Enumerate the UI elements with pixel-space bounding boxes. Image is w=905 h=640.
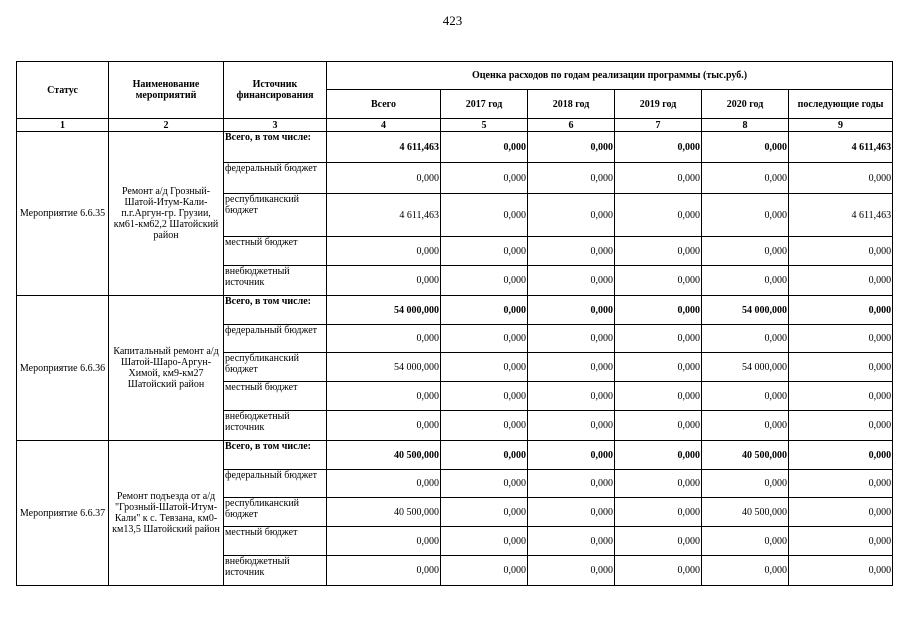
column-number: 2 [109, 119, 224, 132]
amount-cell: 0,000 [702, 556, 789, 586]
amount-cell: 0,000 [789, 296, 893, 325]
funding-source: внебюджетный источник [224, 556, 327, 586]
header-name: Наименование мероприятий [109, 62, 224, 119]
amount-cell: 0,000 [528, 296, 615, 325]
table-body [17, 132, 893, 586]
amount-cell: 0,000 [702, 194, 789, 237]
measure-name: Ремонт подъезда от а/д "Грозный-Шатой-Итум-Кали" к с. Тевзана, км0-км13,5 Шатойский район [109, 441, 224, 586]
column-number: 5 [441, 119, 528, 132]
amount-cell: 0,000 [327, 382, 441, 411]
amount-cell: 0,000 [528, 237, 615, 266]
table-row-total [17, 441, 893, 470]
amount-cell: 0,000 [615, 382, 702, 411]
amount-cell: 0,000 [528, 382, 615, 411]
amount-cell: 4 611,463 [327, 132, 441, 163]
amount-cell: 0,000 [615, 132, 702, 163]
amount-cell: 0,000 [441, 353, 528, 382]
amount-cell: 0,000 [327, 237, 441, 266]
amount-cell: 4 611,463 [789, 194, 893, 237]
amount-cell: 0,000 [528, 325, 615, 353]
amount-cell: 0,000 [327, 527, 441, 556]
amount-cell: 0,000 [528, 441, 615, 470]
amount-cell: 0,000 [702, 237, 789, 266]
funding-source: республиканский бюджет [224, 498, 327, 527]
amount-cell: 0,000 [615, 498, 702, 527]
amount-cell: 0,000 [702, 163, 789, 194]
amount-cell: 40 500,000 [702, 498, 789, 527]
amount-cell: 54 000,000 [327, 353, 441, 382]
funding-source: внебюджетный источник [224, 266, 327, 296]
funding-source: республиканский бюджет [224, 353, 327, 382]
amount-cell: 0,000 [789, 353, 893, 382]
amount-cell: 0,000 [789, 556, 893, 586]
header-2017: 2017 год [441, 90, 528, 119]
amount-cell: 0,000 [615, 353, 702, 382]
amount-cell: 0,000 [441, 296, 528, 325]
amount-cell: 0,000 [615, 296, 702, 325]
amount-cell: 54 000,000 [327, 296, 441, 325]
amount-cell: 0,000 [528, 470, 615, 498]
amount-cell: 0,000 [615, 556, 702, 586]
table-row-total [17, 132, 893, 163]
amount-cell: 0,000 [615, 325, 702, 353]
amount-cell: 0,000 [528, 411, 615, 441]
amount-cell: 0,000 [702, 325, 789, 353]
amount-cell: 0,000 [789, 163, 893, 194]
amount-cell: 40 500,000 [327, 441, 441, 470]
page-number: 423 [442, 13, 463, 28]
amount-cell: 0,000 [528, 266, 615, 296]
amount-cell: 0,000 [702, 132, 789, 163]
header-estimate: Оценка расходов по годам реализации программы (тыс.руб.) [327, 62, 893, 90]
amount-cell: 0,000 [789, 382, 893, 411]
amount-cell: 0,000 [528, 194, 615, 237]
column-numbers-row [17, 119, 893, 132]
amount-cell: 0,000 [789, 266, 893, 296]
amount-cell: 0,000 [789, 527, 893, 556]
amount-cell: 0,000 [789, 411, 893, 441]
amount-cell: 0,000 [615, 266, 702, 296]
measure-status: Мероприятие 6.6.37 [17, 441, 109, 586]
amount-cell: 54 000,000 [702, 353, 789, 382]
amount-cell: 0,000 [327, 556, 441, 586]
amount-cell: 0,000 [441, 194, 528, 237]
funding-source: федеральный бюджет [224, 325, 327, 353]
amount-cell: 0,000 [441, 266, 528, 296]
amount-cell: 0,000 [702, 527, 789, 556]
funding-source: местный бюджет [224, 382, 327, 411]
funding-source: Всего, в том числе: [224, 296, 327, 325]
funding-source: Всего, в том числе: [224, 441, 327, 470]
amount-cell: 0,000 [441, 527, 528, 556]
amount-cell: 0,000 [441, 441, 528, 470]
column-number: 4 [327, 119, 441, 132]
amount-cell: 0,000 [615, 194, 702, 237]
table-row-total [17, 296, 893, 325]
amount-cell: 0,000 [528, 163, 615, 194]
amount-cell: 0,000 [615, 527, 702, 556]
header-2019: 2019 год [615, 90, 702, 119]
measure-status: Мероприятие 6.6.35 [17, 132, 109, 296]
amount-cell: 0,000 [528, 353, 615, 382]
amount-cell: 0,000 [702, 411, 789, 441]
amount-cell: 0,000 [702, 470, 789, 498]
amount-cell: 0,000 [528, 498, 615, 527]
amount-cell: 4 611,463 [327, 194, 441, 237]
amount-cell: 0,000 [615, 163, 702, 194]
amount-cell: 0,000 [789, 498, 893, 527]
amount-cell: 0,000 [528, 132, 615, 163]
funding-source: местный бюджет [224, 237, 327, 266]
budget-table [16, 61, 893, 586]
funding-source: Всего, в том числе: [224, 132, 327, 163]
amount-cell: 0,000 [327, 411, 441, 441]
amount-cell: 0,000 [528, 556, 615, 586]
amount-cell: 0,000 [702, 382, 789, 411]
amount-cell: 0,000 [441, 163, 528, 194]
amount-cell: 0,000 [441, 411, 528, 441]
column-number: 1 [17, 119, 109, 132]
amount-cell: 0,000 [327, 470, 441, 498]
header-2020: 2020 год [702, 90, 789, 119]
funding-source: республиканский бюджет [224, 194, 327, 237]
measure-status: Мероприятие 6.6.36 [17, 296, 109, 441]
amount-cell: 0,000 [441, 132, 528, 163]
amount-cell: 0,000 [702, 266, 789, 296]
column-number: 7 [615, 119, 702, 132]
amount-cell: 4 611,463 [789, 132, 893, 163]
column-number: 6 [528, 119, 615, 132]
header-status: Статус [17, 62, 109, 119]
measure-name: Капитальный ремонт а/д Шатой-Шаро-Аргун-Химой, км9-км27 Шатойский район [109, 296, 224, 441]
column-number: 3 [224, 119, 327, 132]
amount-cell: 0,000 [327, 163, 441, 194]
funding-source: местный бюджет [224, 527, 327, 556]
funding-source: федеральный бюджет [224, 470, 327, 498]
header-2018: 2018 год [528, 90, 615, 119]
amount-cell: 0,000 [441, 470, 528, 498]
header-total: Всего [327, 90, 441, 119]
amount-cell: 0,000 [615, 441, 702, 470]
amount-cell: 0,000 [789, 325, 893, 353]
amount-cell: 0,000 [327, 325, 441, 353]
amount-cell: 0,000 [615, 411, 702, 441]
amount-cell: 0,000 [441, 237, 528, 266]
measure-name: Ремонт а/д Грозный-Шатой-Итум-Кали-п.г.Аргун-гр. Грузии, км61-км62,2 Шатойский район [109, 132, 224, 296]
amount-cell: 40 500,000 [327, 498, 441, 527]
table-header [17, 62, 893, 132]
amount-cell: 0,000 [789, 470, 893, 498]
amount-cell: 40 500,000 [702, 441, 789, 470]
amount-cell: 0,000 [615, 237, 702, 266]
column-number: 9 [789, 119, 893, 132]
amount-cell: 0,000 [327, 266, 441, 296]
amount-cell: 0,000 [615, 470, 702, 498]
header-later: последующие годы [789, 90, 893, 119]
funding-source: федеральный бюджет [224, 163, 327, 194]
amount-cell: 0,000 [441, 498, 528, 527]
amount-cell: 0,000 [789, 441, 893, 470]
amount-cell: 0,000 [528, 527, 615, 556]
amount-cell: 54 000,000 [702, 296, 789, 325]
funding-source: внебюджетный источник [224, 411, 327, 441]
amount-cell: 0,000 [441, 556, 528, 586]
amount-cell: 0,000 [441, 382, 528, 411]
amount-cell: 0,000 [441, 325, 528, 353]
column-number: 8 [702, 119, 789, 132]
header-source: Источник финансирования [224, 62, 327, 119]
amount-cell: 0,000 [789, 237, 893, 266]
